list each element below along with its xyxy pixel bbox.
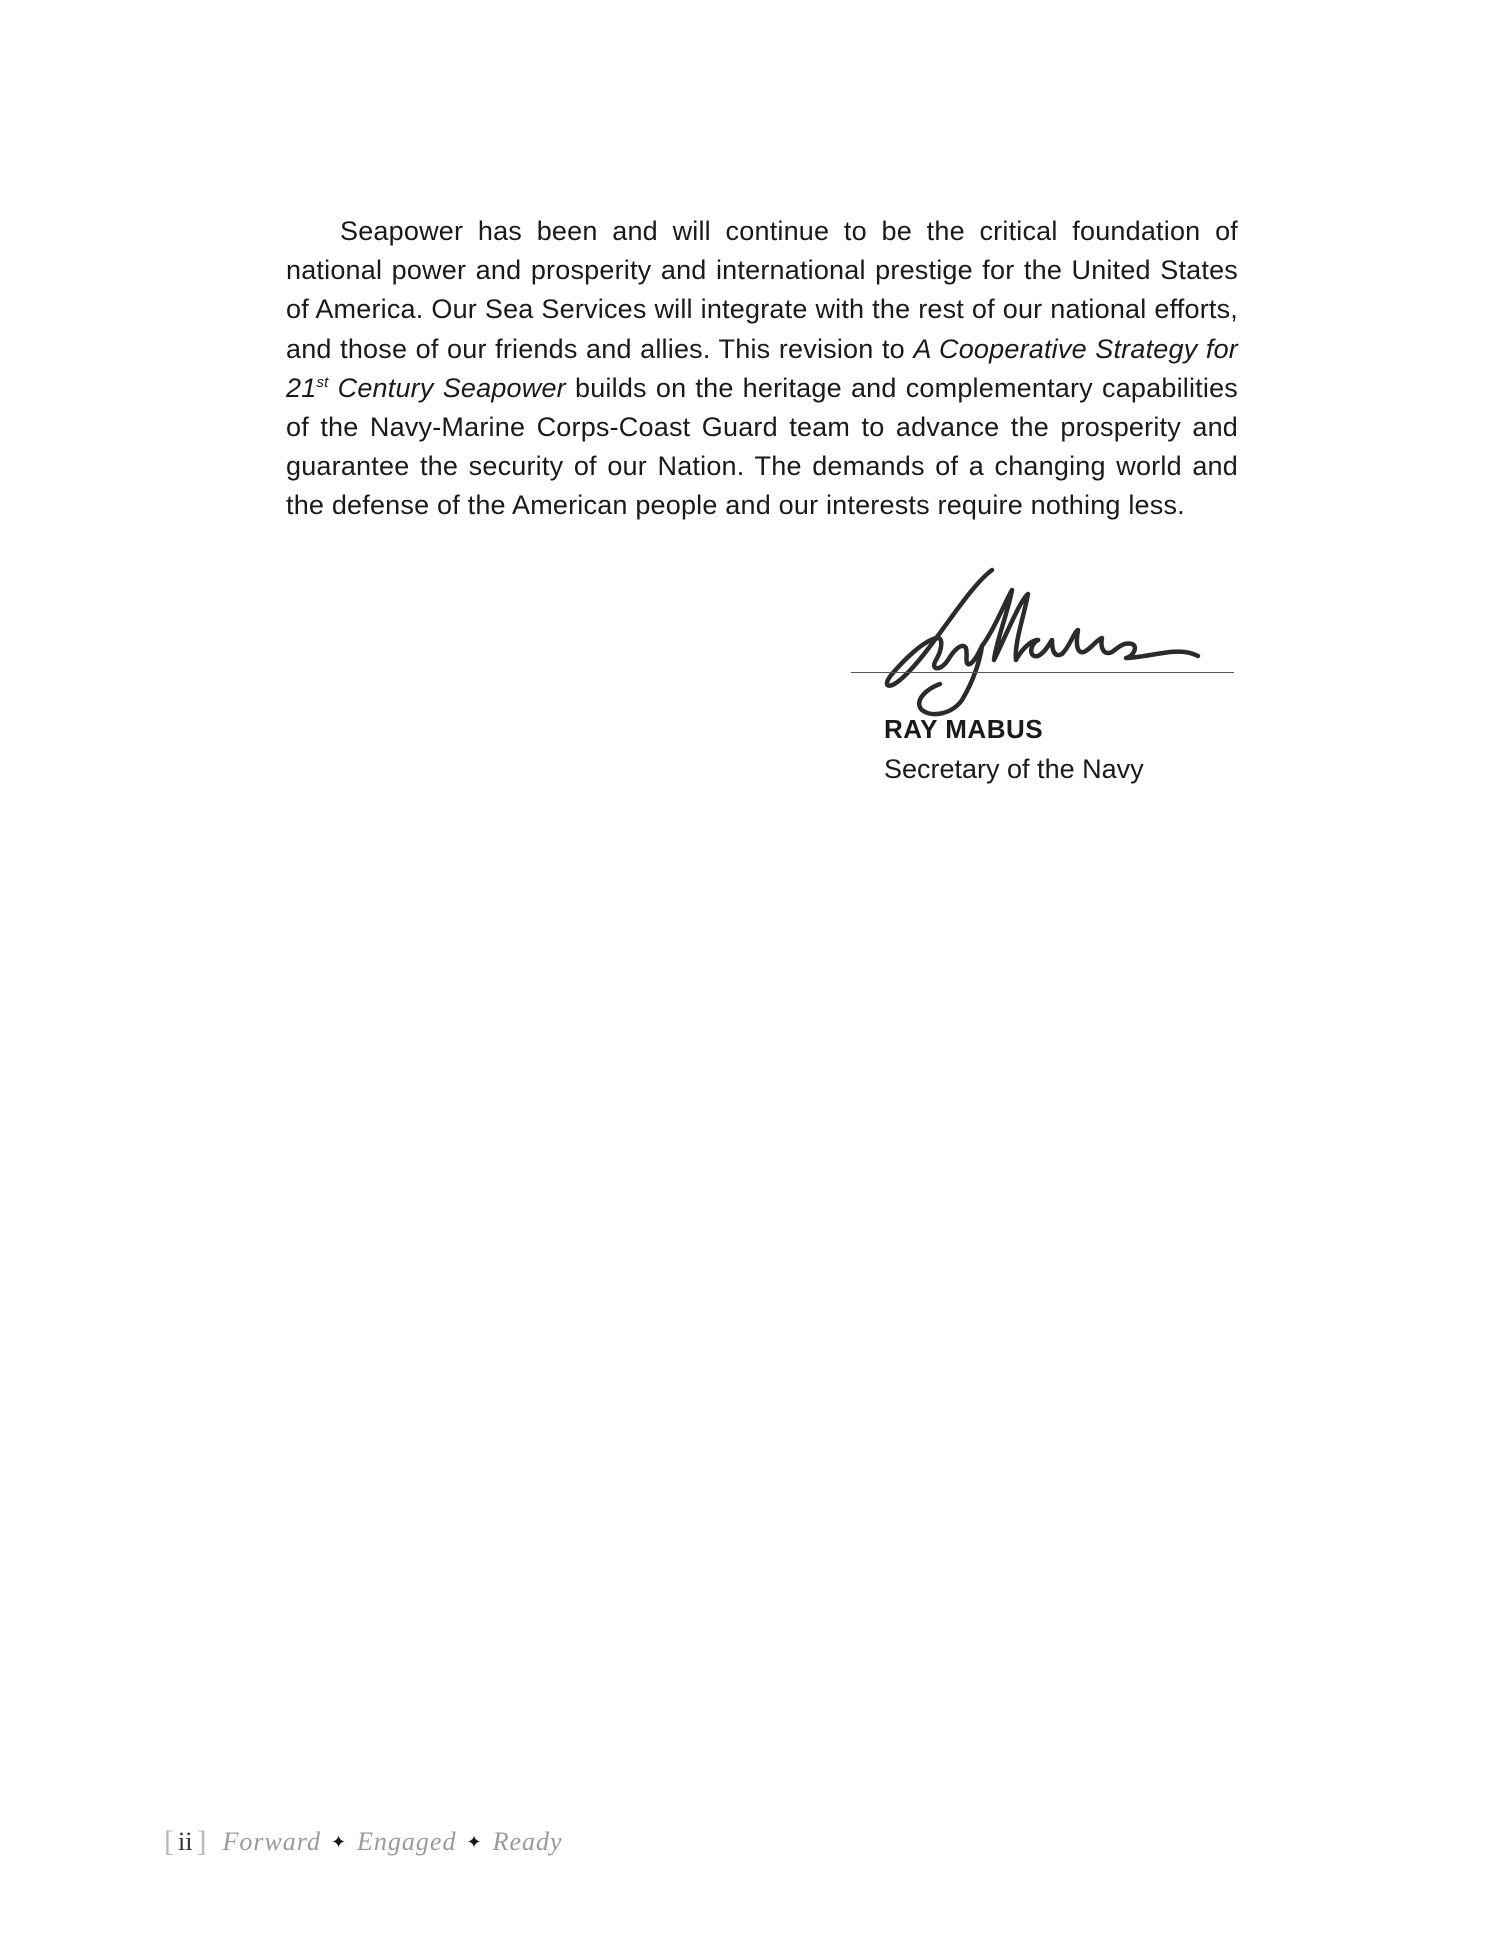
star-separator-icon: ✦ bbox=[466, 1831, 483, 1852]
letter-closing: builds on the heritage and complementary capabilities of the Navy-Marine Corps-Coast Guard team to advance the prosperity and guarantee the security of our Nation. The demands of a changing world and the defense of the American people and our interests require nothing less. bbox=[286, 372, 1238, 521]
motto-word-engaged: Engaged bbox=[357, 1827, 457, 1856]
strategy-title: A Cooperative Strategy for 21st Century Seapower bbox=[286, 333, 1238, 403]
letter-intro: Seapower has been and will continue to be the critical foundation of national power and prosperity and international prestige for the United States of America. Our Sea Services will integrate with the rest of our national efforts, and those of our friends and allies. This revision to bbox=[286, 216, 1238, 364]
left-bracket-glyph: [ bbox=[164, 1825, 174, 1858]
motto-word-ready: Ready bbox=[492, 1827, 563, 1856]
signer-title: Secretary of the Navy bbox=[884, 754, 1144, 784]
right-bracket-glyph: ] bbox=[196, 1825, 207, 1858]
ordinal-suffix: st bbox=[316, 373, 329, 391]
footer-motto bbox=[222, 1827, 562, 1857]
signature-scribble bbox=[870, 560, 1220, 720]
page-footer bbox=[164, 1824, 563, 1860]
page-number: [ ii ] bbox=[164, 1825, 207, 1858]
handwritten-signature bbox=[870, 560, 1220, 720]
signature-line bbox=[851, 672, 1234, 673]
star-separator-icon: ✦ bbox=[330, 1831, 348, 1852]
signer-name: RAY MABUS bbox=[884, 714, 1044, 744]
letter-body bbox=[286, 212, 1238, 526]
motto-word-forward: Forward bbox=[222, 1827, 321, 1856]
